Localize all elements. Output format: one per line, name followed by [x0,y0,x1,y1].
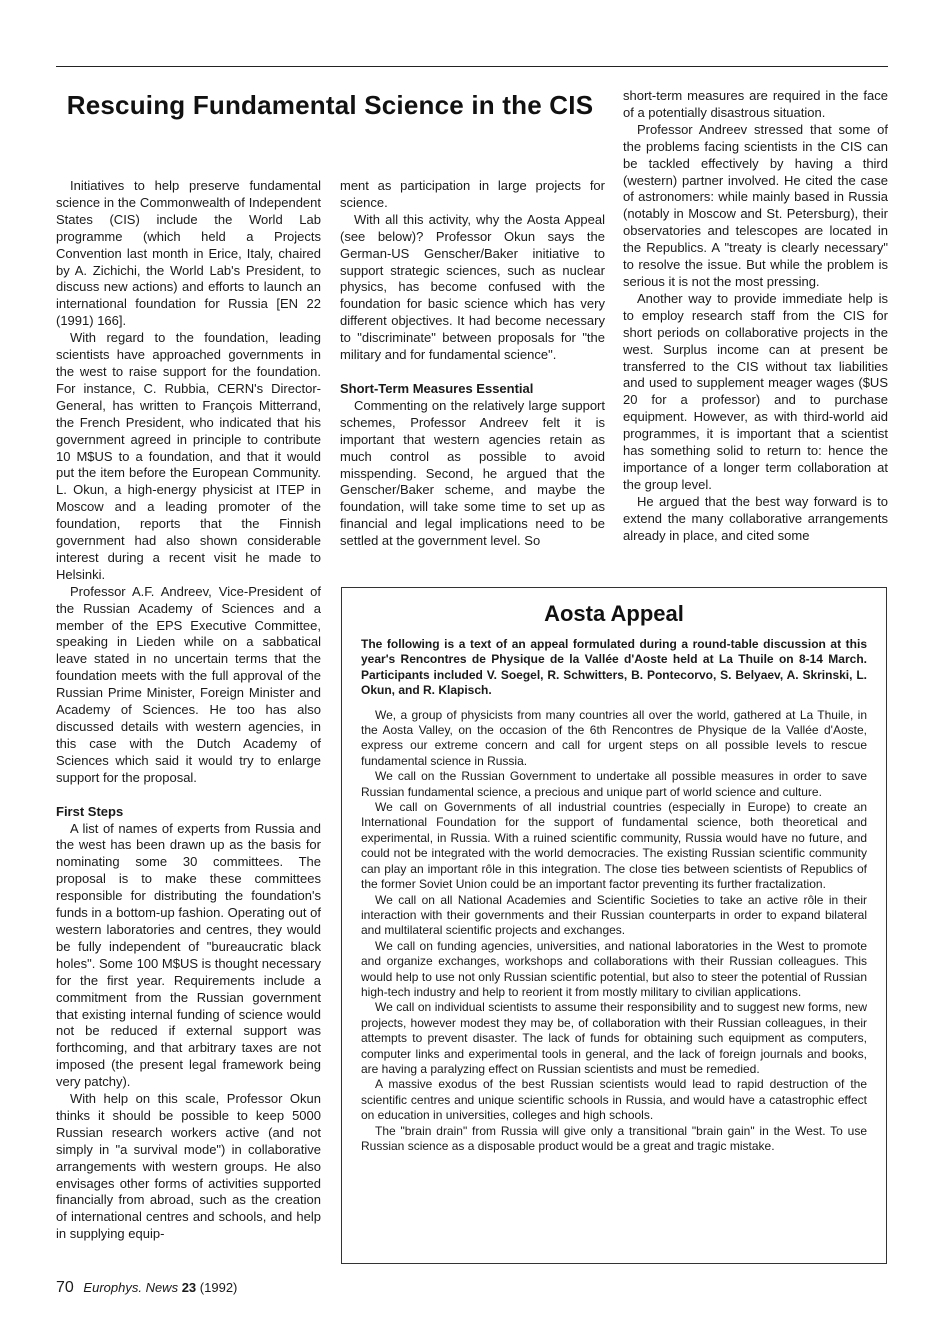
paragraph: Another way to provide immediate help is to employ research staff from the CIS for short periods on collaborative projects in the west. Surplus income can at present be transferred to the CIS without tax liabilities and used to supplement meager wages ($US 20 for a professor) and to purchase equipment. However, as with third-world aid programmes, it is important that a scientist has something solid to return to: hence the importance of a longer term collaboration at the group level. [623,290,888,492]
article-column-1 [56,178,321,1243]
article-column-3 [623,88,888,544]
appeal-intro: The following is a text of an appeal formulated during a round-table discussion at this year's Rencontres de Physique de la Vallée d'Aoste held at La Thuile on 8-14 March. Participants included V. Soegel, R. Schwitters, B. Pontecorvo, S. Belyaev, A. Skrinski, L. Okun, and R. Klapisch. [361,637,867,698]
journal-name: Europhys. News [83,1280,179,1295]
col2-paragraphs [340,178,605,364]
paragraph: A list of names of experts from Russia and the west has been drawn up as the basis for nominating some 30 committees. The proposal is to make these committees responsible for distributing the foundation's funds in a bottom-up fashion. Operating out of western laboratories and centres, they would be fully independent of "bureaucratic black holes". Some 100 M$US is thought necessary for the first year. Requirements include a commitment from the Russian government that existing internal funding of science would not be reduced if external support was forthcoming, and that arbitrary taxes are not imposed (the present legal framework being very patchy). [56,820,321,1090]
paragraph: Commenting on the relatively large support schemes, Professor Andreev felt it is important that western agencies retain as much control as possible to avoid misspending. Second, he argued that the Genscher/Baker scheme, and maybe the foundation, will take some time to set up as financial and legal implications need to be settled at the government level. So [340,397,605,549]
paragraph: A massive exodus of the best Russian scientists would lead to rapid destruction of the scientific centres and unique scientific schools in Russia, and would have a catastrophic effect on education in universities, colleges and high schools. [361,1077,867,1123]
paragraph: We call on Governments of all industrial countries (especially in Europe) to create an International Foundation for the support of fundamental science, both theoretical and experimental, in Russia. With a ruined scientific community, Russia would have no future, and could not be integrated with the world democracies. The existing Russian scientific community can play an important rôle in this integration. The close ties between scientists of Republics of the former Soviet Union could be an important factor preventing its further fractalization. [361,800,867,892]
paragraph: We, a group of physicists from many countries all over the world, gathered at La Thuile, in the Aosta Valley, on the occasion of the 6th Rencontres de Physique de la Vallée d'Aoste, express our extreme concern and call for urgent steps on all possible levels to rescue fundamental science in Russia. [361,707,867,768]
paragraph: With regard to the foundation, leading scientists have approached governments in the west to raise support for the foundation. For instance, C. Rubbia, CERN's Director-General, has written to François Mitterrand, the French President, who indicated that his government agreed in principle to contribute 10 M$US to a foundation, and that it would put the item before the European Community. L. Okun, a high-energy physicist at ITEP in Moscow and a leading promoter of the foundation, reports that the Finnish government had also shown considerable interest during a recent visit he made to Helsinki. [56,330,321,582]
paragraph: We call on individual scientists to assume their responsibility and to suggest new forms, new projects, however modest they may be, of collaboration with their Russian colleagues, in their attempts to prevent disaster. The lack of funds for obtaining such equipment as computers, computer links and experimental tools in general, and the lack of foreign journals and books, are having a paralyzing effect on Russian scientists and must be remedied. [361,1000,867,1076]
paragraph: With help on this scale, Professor Okun thinks it should be possible to keep 5000 Russian research workers active (and not simply in "a survival mode") in collaborative arrangements with western groups. He also envisages other forms of activities supported financially from abroad, such as the creation of international centres and schools, and help in supplying equip- [56,1091,321,1242]
page-number: 70 [56,1279,74,1296]
article-title: Rescuing Fundamental Science in the CIS [66,90,594,120]
appeal-title: Aosta Appeal [544,601,684,626]
paragraph: Professor Andreev stressed that some of the problems facing scientists in the CIS can be tackled effectively by having a third (western) partner involved. He cited the case of astronomers: while mainly based in Russia (notably in Moscow and St. Petersburg), their observatories and telescopes are located in the Republics. A "treaty is clearly necessary" to resolve the issue. But while the problem is serious it is not the most pressing. [623,121,888,289]
heading-short-term: Short-Term Measures Essential [340,380,534,396]
col1-paragraphs [56,178,321,787]
page-footer [56,1279,237,1297]
journal-year: (1992) [199,1280,238,1295]
paragraph: Professor A.F. Andreev, Vice-President of the Russian Academy of Sciences and a member of the EPS Executive Committee, speaking in Lieden while on a sabbatical leave stated in no uncertain terms that the foundation meets with the full approval of the Russian Prime Minister, Foreign Minister and Academy of Sciences. He too has also discussed details with western agencies, in this case with the Dutch Academy of Sciences which said it would try to enlarge support for the proposal. [56,583,321,785]
col1b-paragraphs [56,821,321,1244]
journal-volume: 23 [181,1280,197,1295]
article-column-2 [340,178,605,550]
col2b-paragraphs [340,398,605,550]
paragraph: We call on all National Academies and Scientific Societies to take an active rôle in their interaction with their governments and their Russian counterparts in order to expand bilateral and multilateral scientific projects and exchanges. [361,892,867,938]
paragraph: The "brain drain" from Russia will give only a transitional "brain gain" in the West. To use Russian science as a disposable product would be a great and tragic mistake. [361,1123,867,1153]
appeal-body [361,708,867,1155]
paragraph: We call on the Russian Government to undertake all possible measures in order to save Russian fundamental science, a precious and unique part of world science and culture. [361,769,867,799]
top-rule [56,66,888,67]
paragraph: ment as participation in large projects for science. [340,178,605,210]
aosta-appeal-box [341,587,887,1264]
paragraph: We call on funding agencies, universities, and national laboratories in the West to promote and organize exchanges, workshops and collaborations with their Russian colleagues. This would help to use not only Russian scientific potential, but also to steer the potential of Russian high-tech industry and help to reorient it from mostly military to civilian applications. [361,938,867,999]
paragraph: Initiatives to help preserve fundamental science in the Commonwealth of Independent States (CIS) include the World Lab programme (which held a Projects Convention last month in Erice, Italy, chaired by A. Zichichi, the World Lab's President, to discuss new actions) and efforts to launch an international foundation for Russia [EN 22 (1991) 166]. [56,178,321,329]
paragraph: With all this activity, why the Aosta Appeal (see below)? Professor Okun says the German-US Genscher/Baker initiative to support strategic sciences, such as nuclear physics, has become confused with the foundation for basic science which has very different objectives. It had become necessary to "discriminate" between proposals for "the military and for fundamental science". [340,211,605,363]
paragraph: He argued that the best way forward is to extend the many collaborative arrangements already in place, and cited some [623,493,888,543]
heading-first-steps: First Steps [56,803,124,819]
col3-paragraphs [623,88,888,544]
paragraph: short-term measures are required in the face of a potentially disastrous situation. [623,88,888,120]
